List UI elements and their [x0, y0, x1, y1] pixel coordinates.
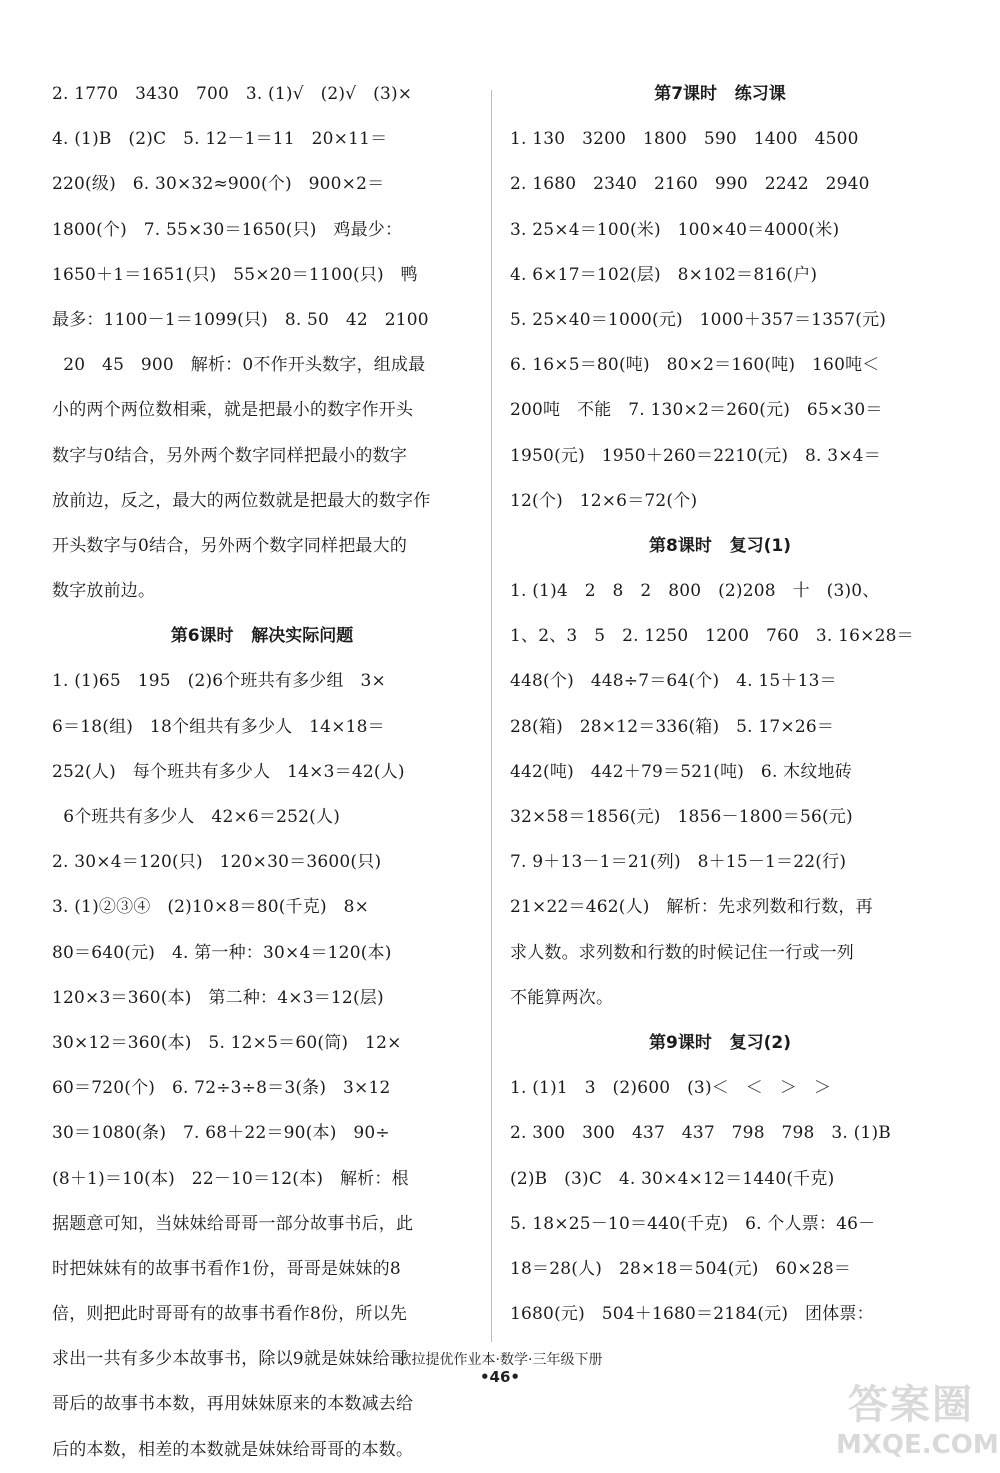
watermark-site-text: MXQE.COM: [836, 1430, 999, 1460]
text-line: 5. 25×40＝1000(元) 1000＋357＝1357(元): [510, 309, 887, 330]
text-line: 2. 300 300 437 437 798 798 3. (1)B: [510, 1123, 891, 1144]
text-line: 60＝720(个) 6. 72÷3÷8＝3(条) 3×12: [52, 1078, 391, 1099]
text-line: 20 45 900 解析：0不作开头数字，组成最: [52, 355, 426, 376]
text-line: 21×22＝462(人) 解析：先求列数和行数，再: [510, 897, 873, 918]
text-line: 6＝18(组) 18个组共有多少人 14×18＝: [52, 716, 385, 737]
text-line: 1. (1)65 195 (2)6个班共有多少组 3×: [52, 671, 386, 692]
text-line: 200吨 不能 7. 130×2＝260(元) 65×30＝: [510, 400, 883, 421]
text-line: 数字与0结合，另外两个数字同样把最小的数字: [52, 445, 408, 466]
text-line: 442(吨) 442＋79＝521(吨) 6. 木纹地砖: [510, 761, 852, 782]
page-number: •46•: [479, 1368, 521, 1386]
text-line: 小的两个两位数相乘，就是把最小的数字作开头: [52, 400, 414, 421]
text-line: 1. 130 3200 1800 590 1400 4500: [510, 129, 859, 150]
book-title: 欧拉提优作业本·数学·三年级下册: [397, 1352, 603, 1368]
text-line: (8＋1)＝10(本) 22－10＝12(本) 解析：根: [52, 1168, 409, 1189]
text-line: 30×12＝360(本) 5. 12×5＝60(筒) 12×: [52, 1032, 402, 1053]
text-line: 30＝1080(条) 7. 68＋22＝90(本) 90÷: [52, 1123, 390, 1144]
section-heading: 第7课时 练习课: [654, 84, 786, 104]
text-line: 2. 1680 2340 2160 990 2242 2940: [510, 174, 870, 195]
text-line: 据题意可知，当妹妹给哥哥一部分故事书后，此: [52, 1213, 414, 1234]
text-line: 3. 25×4＝100(米) 100×40＝4000(米): [510, 219, 840, 240]
text-line: 1. (1)4 2 8 2 800 (2)208 十 (3)0、: [510, 581, 880, 602]
text-line: 最多：1100－1＝1099(只) 8. 50 42 2100: [52, 309, 429, 330]
text-line: 28(箱) 28×12＝336(箱) 5. 17×26＝: [510, 716, 835, 737]
text-line: 求出一共有多少本故事书，除以9就是妹妹给哥: [52, 1349, 408, 1370]
text-line: 后的本数，相差的本数就是妹妹给哥哥的本数。: [52, 1439, 414, 1460]
text-line: 80＝640(元) 4. 第一种：30×4＝120(本): [52, 942, 392, 963]
text-line: 1680(元) 504＋1680＝2184(元) 团体票：: [510, 1304, 874, 1325]
text-line: 220(级) 6. 30×32≈900(个) 900×2＝: [52, 174, 385, 195]
text-line: 120×3＝360(本) 第二种：4×3＝12(层): [52, 987, 384, 1008]
text-line: 6个班共有多少人 42×6＝252(人): [52, 807, 341, 827]
text-line: 18＝28(人) 28×18＝504(元) 60×28＝: [510, 1258, 852, 1279]
right-column: [510, 72, 930, 1337]
section-heading: 第8课时 复习(1): [649, 535, 791, 556]
text-line: 2. 30×4＝120(只) 120×30＝3600(只): [52, 852, 382, 873]
text-line: 开头数字与0结合，另外两个数字同样把最大的: [52, 535, 408, 556]
text-line: 1950(元) 1950＋260＝2210(元) 8. 3×4＝: [510, 445, 881, 466]
watermark-top-text: 答案圈: [848, 1382, 974, 1428]
text-line: 5. 18×25－10＝440(千克) 6. 个人票：46－: [510, 1213, 876, 1234]
text-line: 哥后的故事书本数，再用妹妹原来的本数减去给: [52, 1394, 414, 1415]
text-line: 252(人) 每个班共有多少人 14×3＝42(人): [52, 761, 405, 782]
text-line: 12(个) 12×6＝72(个): [510, 490, 698, 511]
text-line: 32×58＝1856(元) 1856－1800＝56(元): [510, 807, 853, 827]
text-line: (2)B (3)C 4. 30×4×12＝1440(千克): [510, 1168, 835, 1189]
text-line: 1650＋1＝1651(只) 55×20＝1100(只) 鸭: [52, 264, 418, 285]
text-line: 4. 6×17＝102(层) 8×102＝816(户): [510, 264, 818, 285]
text-line: 求人数。求列数和行数的时候记住一行或一列: [510, 942, 854, 963]
text-line: 时把妹妹有的故事书看作1份，哥哥是妹妹的8: [52, 1258, 401, 1279]
text-line: 2. 1770 3430 700 3. (1)√ (2)√ (3)×: [52, 84, 413, 104]
text-line: 数字放前边。: [52, 581, 156, 602]
section-heading: 第9课时 复习(2): [649, 1032, 791, 1053]
text-line: 不能算两次。: [510, 987, 614, 1008]
text-line: 1. (1)1 3 (2)600 (3)＜ ＜ ＞ ＞: [510, 1078, 832, 1099]
section-heading: 第6课时 解决实际问题: [170, 626, 354, 647]
left-column: [52, 72, 472, 1473]
text-line: 放前边，反之，最大的两位数就是把最大的数字作: [52, 490, 431, 511]
column-divider: [491, 90, 492, 1342]
text-line: 4. (1)B (2)C 5. 12－1＝11 20×11＝: [52, 129, 388, 150]
text-line: 3. (1)②③④ (2)10×8＝80(千克) 8×: [52, 897, 370, 918]
watermark-logo: [836, 1380, 999, 1466]
text-line: 1800(个) 7. 55×30＝1650(只) 鸡最少：: [52, 219, 403, 240]
text-line: 倍，则把此时哥哥有的故事书看作8份，所以先: [52, 1304, 408, 1325]
text-line: 448(个) 448÷7＝64(个) 4. 15＋13＝: [510, 671, 837, 692]
text-line: 1、2、3 5 2. 1250 1200 760 3. 16×28＝: [510, 626, 914, 647]
text-line: 6. 16×5＝80(吨) 80×2＝160(吨) 160吨＜: [510, 355, 880, 376]
text-line: 7. 9＋13－1＝21(列) 8＋15－1＝22(行): [510, 852, 847, 873]
